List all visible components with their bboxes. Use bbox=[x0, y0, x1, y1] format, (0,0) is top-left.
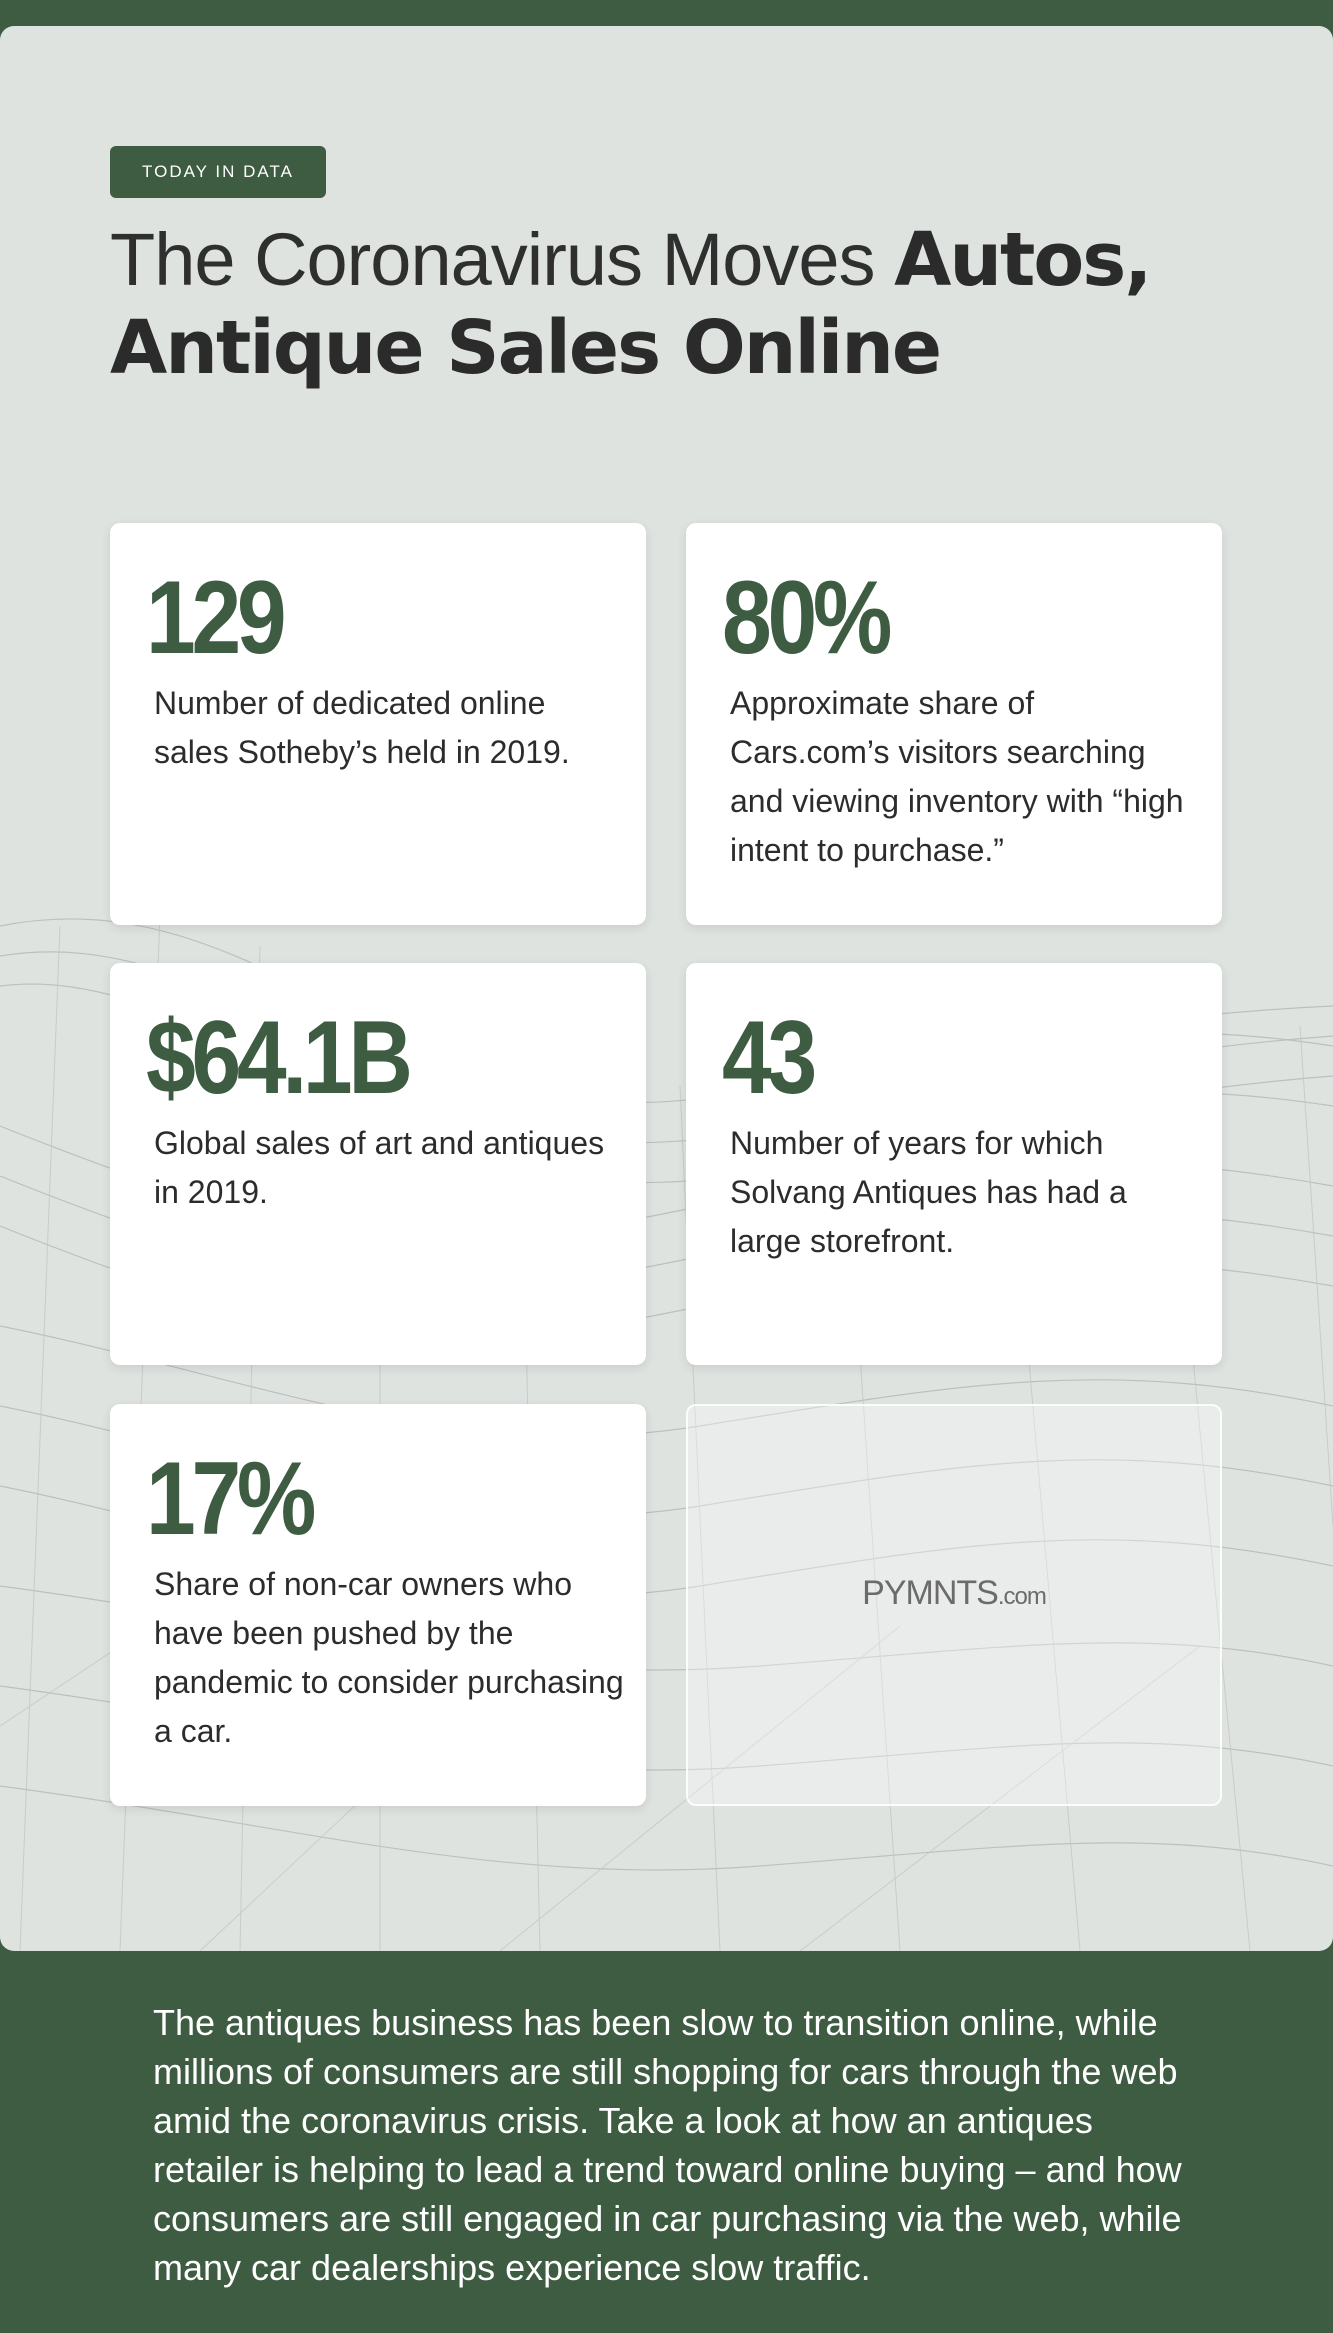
summary-paragraph: The antiques business has been slow to transition online, while millions of consumers are still shopping for cars through the web amid the coronavirus crisis. Take a look at how an antiques retailer is helping to lead a trend toward online buying – and how consumers are still engaged in car purchasing via the web, while many car dealerships experience slow traffic. bbox=[153, 2002, 1182, 2288]
stat-value: $64.1B bbox=[146, 1000, 409, 1116]
stat-description: Approximate share of Cars.com’s visitors searching and viewing inventory with “high intent to purchase.” bbox=[730, 685, 1184, 868]
logo-name: PYMNTS bbox=[862, 1574, 998, 1612]
stat-description: Number of dedicated online sales Sotheby’s held in 2019. bbox=[154, 685, 570, 770]
title-light-part: The Coronavirus Moves bbox=[110, 218, 895, 301]
stat-card-solvang bbox=[686, 963, 1222, 1365]
stat-value: 80% bbox=[722, 560, 889, 676]
stat-card-non-car-owners bbox=[110, 1404, 646, 1806]
stat-description: Global sales of art and antiques in 2019. bbox=[154, 1125, 605, 1210]
stat-card-global-sales bbox=[110, 963, 646, 1365]
today-in-data-tag: TODAY IN DATA bbox=[110, 146, 326, 198]
title-bold-part-2: Antique Sales Online bbox=[110, 305, 941, 391]
stat-value: 129 bbox=[146, 560, 283, 676]
stat-card-sothebys bbox=[110, 523, 646, 925]
stat-description: Number of years for which Solvang Antiques has had a large storefront. bbox=[730, 1125, 1127, 1259]
infographic-panel bbox=[0, 26, 1333, 1951]
logo-suffix: .com bbox=[997, 1583, 1046, 1610]
page-title bbox=[110, 216, 1260, 392]
pymnts-logo bbox=[688, 1574, 1220, 1613]
logo-card bbox=[686, 1404, 1222, 1806]
stat-card-cars-com bbox=[686, 523, 1222, 925]
stat-value: 17% bbox=[146, 1441, 313, 1557]
stat-value: 43 bbox=[722, 1000, 813, 1116]
stat-description: Share of non-car owners who have been pushed by the pandemic to consider purchasing a car. bbox=[154, 1566, 624, 1749]
title-bold-part-1: Autos, bbox=[894, 217, 1151, 303]
